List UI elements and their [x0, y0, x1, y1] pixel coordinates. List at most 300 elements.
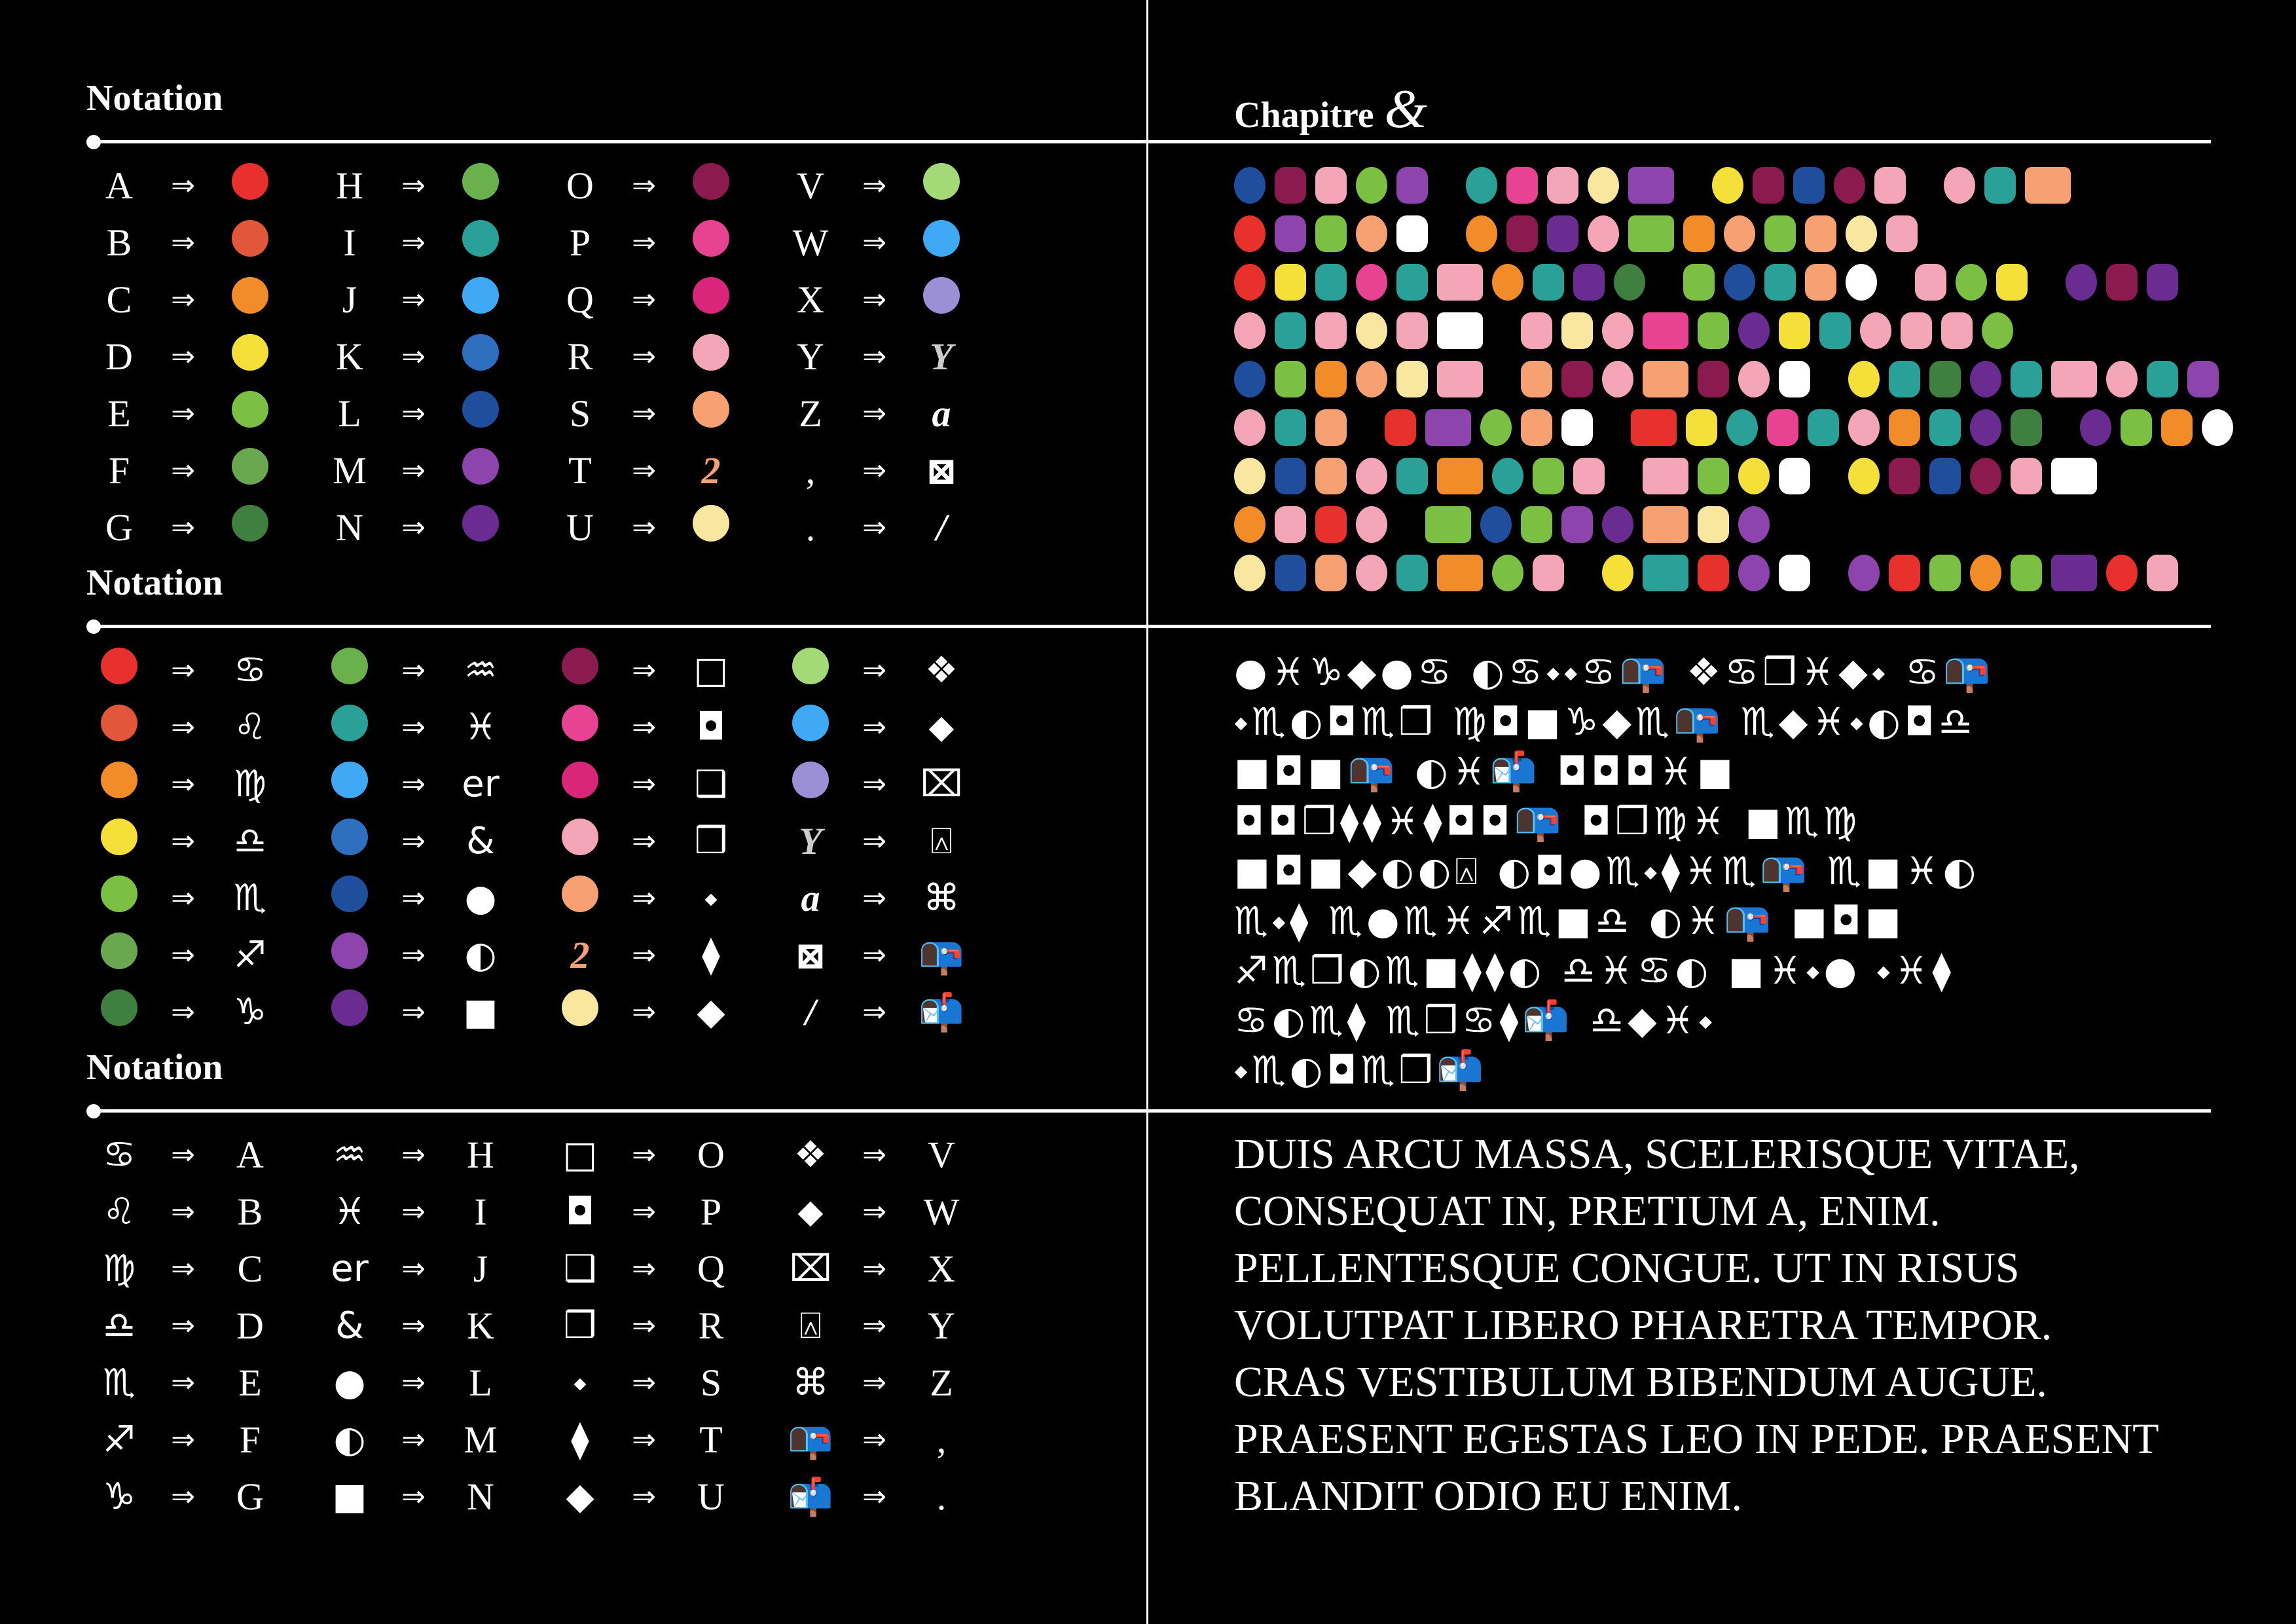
colored-glyph-icon	[1492, 458, 1523, 494]
notation-row	[317, 328, 517, 385]
maps-to-arrow: ⇒	[401, 1309, 426, 1342]
colored-glyph-icon	[1889, 361, 1920, 397]
colored-glyph-icon	[1533, 555, 1564, 591]
colored-glyph-icon	[1996, 264, 2028, 301]
maps-to-arrow: ⇒	[632, 226, 656, 259]
colored-glyph-icon	[1275, 167, 1306, 204]
maps-to-arrow: ⇒	[401, 340, 426, 373]
colored-glyph-icon	[232, 391, 268, 428]
glyph-cell	[317, 819, 382, 864]
colored-glyph-icon	[1767, 409, 1798, 446]
symbol-glyph: ♒	[333, 1134, 367, 1176]
symbol-glyph: ◘	[565, 1190, 595, 1233]
colored-glyph-icon	[1396, 312, 1428, 349]
notation-row	[317, 1354, 517, 1411]
symbol-glyph: ■	[332, 1475, 367, 1518]
colored-glyph-icon	[1480, 409, 1512, 446]
maps-to-arrow: ⇒	[862, 454, 886, 487]
maps-to-arrow: ⇒	[401, 226, 426, 259]
colored-glyph-icon	[1521, 409, 1552, 446]
maps-to-arrow: ⇒	[632, 995, 656, 1029]
notation-row	[317, 813, 517, 870]
symbol-glyph: ⬥	[928, 705, 955, 748]
rule-3	[92, 1109, 2211, 1113]
notation-row	[317, 699, 517, 756]
maps-to-arrow: ⇒	[862, 1309, 886, 1342]
symbol-glyph: ◆	[566, 1475, 594, 1518]
maps-to-arrow: ⇒	[401, 1423, 426, 1456]
colored-glyph-icon	[1848, 555, 1880, 591]
colored-glyph-icon	[1315, 312, 1347, 349]
colored-glyph-icon	[1915, 264, 1946, 301]
notation-row	[778, 157, 977, 214]
colored-glyph-icon	[1874, 167, 1906, 204]
colored-glyph-icon	[1356, 506, 1387, 543]
colored-glyph-icon	[1643, 458, 1688, 494]
symbol-glyph: &	[466, 820, 495, 862]
notation-row	[317, 927, 517, 984]
colored-glyph-icon	[1982, 312, 2013, 349]
symbol-glyph: er	[331, 1247, 369, 1290]
glyph-cell	[905, 277, 977, 323]
plain-letter: N	[467, 1475, 494, 1518]
colored-glyph-icon	[462, 163, 499, 200]
colored-glyph-icon	[2121, 409, 2152, 446]
maps-to-arrow: ⇒	[171, 881, 195, 915]
plain-letter: O	[697, 1134, 725, 1176]
maps-to-arrow: ⇒	[171, 1309, 195, 1342]
rule-2	[92, 625, 2211, 628]
maps-to-arrow: ⇒	[632, 824, 656, 858]
colored-glyph-icon	[1315, 215, 1347, 252]
plain-letter: O	[566, 164, 594, 207]
colored-glyph-icon	[1805, 215, 1836, 252]
glyph-cell	[905, 449, 977, 493]
colored-glyph-icon	[1396, 555, 1428, 591]
maps-to-arrow: ⇒	[632, 1423, 656, 1456]
maps-to-arrow: ⇒	[401, 654, 426, 687]
symbol-glyph: ❑	[694, 763, 728, 805]
notation-row	[547, 984, 747, 1041]
glyph-text-line	[1234, 506, 1770, 543]
colored-glyph-icon	[101, 705, 137, 741]
colored-glyph-icon	[462, 334, 499, 371]
glyph-text: ⊠	[925, 449, 958, 492]
notation-row	[778, 328, 977, 385]
notation-row	[86, 1468, 286, 1525]
rule-3-dot	[86, 1104, 101, 1118]
glyph-cell	[778, 705, 843, 750]
symbol-text-line: ⬩♏◐◘♏❒ ♍◘■♑◆♏📭 ♏◆♓⬩◐◘♎	[1234, 699, 1977, 744]
colored-glyph-icon	[1901, 312, 1932, 349]
colored-glyph-icon	[693, 277, 729, 314]
glyph-cell	[214, 505, 286, 551]
glyph-text-line	[1234, 361, 2219, 397]
maps-to-arrow: ⇒	[632, 881, 656, 915]
glyph-text: 2	[570, 934, 590, 976]
maps-to-arrow: ⇒	[401, 1195, 426, 1228]
colored-glyph-icon	[1738, 458, 1770, 494]
symbol-glyph: ⬩	[704, 876, 718, 919]
maps-to-arrow: ⇒	[401, 710, 426, 744]
colored-glyph-icon	[1315, 506, 1347, 543]
glyph-cell	[905, 163, 977, 209]
maps-to-arrow: ⇒	[171, 1252, 195, 1285]
symbol-glyph: 📬	[788, 1475, 833, 1519]
maps-to-arrow: ⇒	[862, 511, 886, 544]
colored-glyph-icon	[693, 391, 729, 428]
plain-letter: E	[107, 392, 131, 435]
maps-to-arrow: ⇒	[632, 1195, 656, 1228]
glyph-cell	[86, 989, 152, 1035]
colored-glyph-icon	[101, 648, 137, 684]
plain-letter: P	[700, 1190, 722, 1233]
plain-letter: C	[237, 1247, 263, 1290]
notation-row	[86, 870, 286, 927]
notation-row	[86, 642, 286, 699]
symbol-glyph: ♓	[333, 1190, 367, 1233]
maps-to-arrow: ⇒	[632, 1480, 656, 1513]
colored-glyph-icon	[1521, 506, 1552, 543]
colored-glyph-icon	[101, 762, 137, 798]
colored-glyph-icon	[331, 762, 368, 798]
glyph-cell	[86, 648, 152, 693]
colored-glyph-icon	[101, 819, 137, 855]
symbol-glyph: ♒	[464, 649, 498, 692]
colored-glyph-icon	[1561, 506, 1593, 543]
colored-glyph-icon	[1547, 167, 1578, 204]
colored-glyph-icon	[1275, 555, 1306, 591]
notation-row	[317, 1411, 517, 1468]
colored-glyph-icon	[1793, 167, 1825, 204]
symbol-glyph: ●	[333, 1361, 366, 1404]
notation-row	[317, 642, 517, 699]
notation-row	[547, 870, 747, 927]
maps-to-arrow: ⇒	[401, 881, 426, 915]
maps-to-arrow: ⇒	[171, 654, 195, 687]
colored-glyph-icon	[2147, 555, 2178, 591]
latin-text-line: CONSEQUAT IN, PRETIUM A, ENIM.	[1234, 1187, 1941, 1235]
symbol-glyph: ◆	[697, 991, 725, 1033]
plain-letter: H	[467, 1134, 494, 1176]
glyph-cell	[547, 819, 613, 864]
glyph-text: Y	[930, 335, 953, 378]
glyph-cell	[214, 334, 286, 380]
plain-letter: R	[698, 1304, 724, 1347]
glyph-cell	[445, 220, 517, 266]
symbol-glyph: ♐	[233, 934, 267, 976]
plain-letter: B	[237, 1190, 263, 1233]
plain-letter: ,	[805, 449, 816, 492]
glyph-cell	[675, 505, 747, 551]
notation-row	[547, 1126, 747, 1183]
symbol-glyph: ●	[464, 877, 497, 919]
maps-to-arrow: ⇒	[171, 283, 195, 316]
colored-glyph-icon	[1315, 361, 1347, 397]
notation-row	[86, 927, 286, 984]
notation-row	[547, 385, 747, 442]
colored-glyph-icon	[1929, 555, 1961, 591]
colored-glyph-icon	[1315, 555, 1347, 591]
maps-to-arrow: ⇒	[171, 1138, 195, 1172]
glyph-text-line	[1234, 264, 2178, 301]
notation-row	[778, 1297, 977, 1354]
notation-row	[778, 1183, 977, 1240]
notation-row	[547, 756, 747, 813]
notation-row	[317, 870, 517, 927]
colored-glyph-icon	[1834, 167, 1865, 204]
plain-letter: P	[569, 221, 591, 264]
colored-glyph-icon	[462, 277, 499, 314]
colored-glyph-icon	[1738, 312, 1770, 349]
notation-row	[778, 271, 977, 328]
colored-glyph-icon	[1506, 215, 1538, 252]
plain-letter: W	[792, 221, 829, 264]
colored-glyph-icon	[331, 932, 368, 969]
colored-glyph-icon	[1437, 361, 1483, 397]
colored-glyph-icon	[2025, 167, 2071, 204]
colored-glyph-icon	[1275, 312, 1306, 349]
symbol-glyph: ♏	[102, 1361, 136, 1404]
colored-glyph-icon	[331, 876, 368, 912]
colored-glyph-icon	[923, 163, 960, 200]
colored-glyph-icon	[1631, 409, 1677, 446]
colored-glyph-icon	[1356, 215, 1387, 252]
colored-glyph-icon	[232, 505, 268, 542]
colored-glyph-icon	[1437, 264, 1483, 301]
maps-to-arrow: ⇒	[401, 767, 426, 801]
colored-glyph-icon	[1984, 167, 2016, 204]
plain-letter: G	[236, 1475, 264, 1518]
colored-glyph-icon	[2011, 458, 2042, 494]
notation-row	[317, 442, 517, 499]
glyph-cell	[547, 648, 613, 693]
notation-row	[778, 1126, 977, 1183]
glyph-text: ⊠	[794, 934, 827, 977]
notation-row	[317, 157, 517, 214]
plain-letter: A	[236, 1134, 264, 1176]
glyph-cell	[214, 277, 286, 323]
plain-letter: G	[105, 506, 133, 549]
colored-glyph-icon	[562, 648, 598, 684]
notation-row	[317, 385, 517, 442]
maps-to-arrow: ⇒	[632, 169, 656, 202]
glyph-text-line	[1234, 167, 2071, 204]
colored-glyph-icon	[1315, 458, 1347, 494]
colored-glyph-icon	[331, 819, 368, 855]
maps-to-arrow: ⇒	[632, 654, 656, 687]
notation-row	[86, 813, 286, 870]
glyph-cell	[778, 648, 843, 693]
colored-glyph-icon	[2202, 409, 2233, 446]
symbol-glyph: ⍓	[930, 819, 953, 862]
symbol-glyph: er	[462, 763, 500, 805]
colored-glyph-icon	[232, 334, 268, 371]
colored-glyph-icon	[2051, 361, 2097, 397]
maps-to-arrow: ⇒	[401, 824, 426, 858]
glyph-cell	[778, 990, 843, 1034]
glyph-text-line	[1234, 458, 2097, 494]
colored-glyph-icon	[2147, 264, 2178, 301]
colored-glyph-icon	[1492, 264, 1523, 301]
notation-row	[317, 984, 517, 1041]
colored-glyph-icon	[1466, 215, 1497, 252]
glyph-text-line	[1234, 555, 2178, 591]
colored-glyph-icon	[562, 705, 598, 741]
maps-to-arrow: ⇒	[401, 1366, 426, 1399]
colored-glyph-icon	[2187, 361, 2219, 397]
glyph-text: Y	[799, 820, 822, 862]
maps-to-arrow: ⇒	[171, 511, 195, 544]
colored-glyph-icon	[101, 989, 137, 1026]
notation-row	[778, 499, 977, 556]
symbol-glyph: ⧫	[571, 1418, 589, 1461]
symbol-glyph: 📭	[788, 1418, 833, 1462]
maps-to-arrow: ⇒	[401, 511, 426, 544]
glyph-cell	[905, 506, 977, 549]
colored-glyph-icon	[2011, 361, 2042, 397]
symbol-glyph: ♑	[233, 991, 267, 1033]
colored-glyph-icon	[1561, 409, 1593, 446]
colored-glyph-icon	[1356, 361, 1387, 397]
glyph-cell	[778, 933, 843, 978]
symbol-glyph: ♋	[233, 649, 267, 692]
glyph-text-line	[1234, 215, 1918, 252]
colored-glyph-icon	[1643, 555, 1688, 591]
colored-glyph-icon	[1356, 458, 1387, 494]
symbol-glyph: ⌧	[920, 763, 963, 805]
glyph-cell	[445, 448, 517, 494]
colored-glyph-icon	[1886, 215, 1918, 252]
maps-to-arrow: ⇒	[632, 511, 656, 544]
glyph-cell	[675, 449, 747, 492]
notation-row	[547, 1354, 747, 1411]
colored-glyph-icon	[1275, 361, 1306, 397]
maps-to-arrow: ⇒	[401, 1252, 426, 1285]
colored-glyph-icon	[1480, 506, 1512, 543]
plain-letter: U	[697, 1475, 725, 1518]
notation-row	[86, 756, 286, 813]
maps-to-arrow: ⇒	[862, 226, 886, 259]
notation-row	[86, 1354, 286, 1411]
colored-glyph-icon	[1275, 215, 1306, 252]
plain-letter: V	[797, 164, 824, 207]
maps-to-arrow: ⇒	[862, 995, 886, 1029]
colored-glyph-icon	[1764, 264, 1796, 301]
page-gutter	[1146, 0, 1148, 1624]
glyph-cell	[905, 220, 977, 266]
colored-glyph-icon	[1819, 312, 1851, 349]
plain-letter: B	[106, 221, 132, 264]
notation-row	[547, 271, 747, 328]
colored-glyph-icon	[1848, 409, 1880, 446]
maps-to-arrow: ⇒	[632, 454, 656, 487]
plain-letter: K	[467, 1304, 494, 1347]
notation-row	[778, 756, 977, 813]
glyph-cell	[86, 762, 152, 807]
symbol-glyph: ♓	[464, 706, 498, 748]
notation-row	[317, 499, 517, 556]
plain-letter: S	[700, 1361, 722, 1404]
maps-to-arrow: ⇒	[171, 767, 195, 801]
plain-letter: D	[236, 1304, 264, 1347]
colored-glyph-icon	[1521, 312, 1552, 349]
colored-glyph-icon	[1425, 409, 1471, 446]
colored-glyph-icon	[1315, 167, 1347, 204]
colored-glyph-icon	[2147, 361, 2178, 397]
colored-glyph-icon	[2051, 555, 2097, 591]
colored-glyph-icon	[1779, 555, 1810, 591]
colored-glyph-icon	[1643, 312, 1688, 349]
plain-letter: M	[333, 449, 367, 492]
colored-glyph-icon	[1588, 167, 1619, 204]
latin-text-line: CRAS VESTIBULUM BIBENDUM AUGUE.	[1234, 1358, 2047, 1406]
notation-row	[86, 157, 286, 214]
notation-row	[547, 214, 747, 271]
glyph-cell	[675, 277, 747, 323]
maps-to-arrow: ⇒	[862, 1195, 886, 1228]
symbol-glyph: ⌧	[789, 1247, 832, 1290]
symbol-glyph: ♍	[102, 1247, 136, 1290]
colored-glyph-icon	[562, 876, 598, 912]
colored-glyph-icon	[1846, 215, 1877, 252]
colored-glyph-icon	[1643, 361, 1688, 397]
maps-to-arrow: ⇒	[171, 1423, 195, 1456]
colored-glyph-icon	[1602, 312, 1633, 349]
symbol-text-line: ●♓♑◆●♋ ◐♋⬩⬩♋📭 ❖♋❒♓◆⬩ ♋📭	[1234, 650, 1995, 694]
colored-glyph-icon	[1573, 458, 1605, 494]
glyph-text: 2	[701, 449, 721, 492]
colored-glyph-icon	[1396, 167, 1428, 204]
maps-to-arrow: ⇒	[862, 1423, 886, 1456]
colored-glyph-icon	[1437, 458, 1483, 494]
colored-glyph-icon	[462, 505, 499, 542]
glyph-cell	[905, 335, 977, 378]
plain-letter: S	[569, 392, 591, 435]
notation-row	[317, 1468, 517, 1525]
colored-glyph-icon	[1698, 555, 1729, 591]
plain-letter: Q	[566, 278, 594, 321]
maps-to-arrow: ⇒	[171, 397, 195, 430]
symbol-text-line: ⬩♏◐◘♏❒📬	[1234, 1048, 1488, 1092]
notation-row	[86, 699, 286, 756]
colored-glyph-icon	[1848, 458, 1880, 494]
plain-letter: K	[336, 335, 363, 378]
colored-glyph-icon	[1573, 264, 1605, 301]
colored-glyph-icon	[1492, 555, 1523, 591]
notation-heading-1: Notation	[86, 78, 223, 119]
symbol-glyph: ■	[463, 991, 498, 1033]
plain-letter: N	[336, 506, 363, 549]
symbol-glyph: ♍	[233, 763, 267, 805]
colored-glyph-icon	[1533, 264, 1564, 301]
colored-glyph-icon	[331, 989, 368, 1026]
notation-row	[86, 1411, 286, 1468]
glyph-cell	[317, 932, 382, 978]
colored-glyph-icon	[2011, 409, 2042, 446]
maps-to-arrow: ⇒	[171, 226, 195, 259]
symbol-glyph: 📭	[919, 934, 964, 977]
symbol-glyph: ♑	[102, 1475, 136, 1518]
glyph-cell	[778, 762, 843, 807]
plain-letter: Z	[930, 1361, 953, 1404]
notation-heading-2: Notation	[86, 563, 223, 603]
plain-letter: J	[473, 1247, 488, 1290]
maps-to-arrow: ⇒	[632, 1366, 656, 1399]
plain-letter: I	[343, 221, 356, 264]
chapitre-ampersand: &	[1384, 79, 1427, 139]
notation-row	[317, 214, 517, 271]
